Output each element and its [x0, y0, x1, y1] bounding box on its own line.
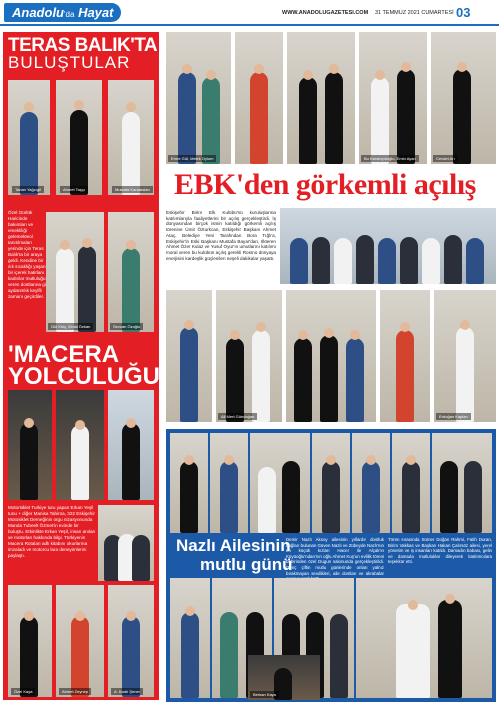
macera-photo-group	[98, 505, 154, 581]
macera-photo-5	[56, 585, 104, 697]
teras-photo-3	[108, 80, 154, 195]
ebk-photo-9	[380, 290, 430, 422]
teras-photo-1	[8, 80, 50, 195]
ebk-photo-4	[359, 32, 427, 164]
nazli-subheadline: mutlu günü	[200, 555, 293, 574]
ebk-photo-7	[216, 290, 282, 422]
page-number: 03	[456, 5, 471, 20]
nazli-photo-8	[170, 578, 210, 698]
macera-photo-6	[108, 585, 154, 697]
teras-headline: TERAS BALIK'TA	[8, 35, 158, 56]
nazli-photo-3	[250, 433, 310, 533]
nazli-photo-4	[312, 433, 350, 533]
nazli-photo-1	[170, 433, 208, 533]
macera-headline: 'MACERA	[8, 341, 120, 368]
teras-photo-4	[46, 212, 104, 332]
issue-date: 31 TEMMUZ 2021 CUMARTESİ	[375, 10, 454, 16]
ebk-headline: EBK'den görkemli açılış	[174, 168, 476, 201]
nazli-text-left: Demir Nazlı Aksoy ailesinin yıllardır dostluk bağları bulunan Güven Nazlı ve Zübeyde Nazlı'nın en küçük kızları Hacer ile Alçak'ın Küyüoğlu'ndan'nın oğlu Ahmet Kuş'un evlilik töreni birbirinden özel Dugun salonunda gerçekleştirildi. Genç çiftin mutlu günlerinde onları yalnız bırakmayan sevdikleri, aile dostları ve akrabalar	[286, 537, 384, 576]
teras-body-text: Özel Gürlük Haricinde bakımları ve emekliliği gelemekteol tanıtılmaları yerinde için Teras Balık'ta bir araya geldi. Kendine bir ılık sıcaklığı yaşan bir içerek hatirlanı kadınlar mutluluğu veren dostlarına gi aydanmlık keyifli zamanı geçirdiler.	[8, 210, 46, 299]
page-header	[0, 0, 499, 26]
ebk-body-text: Eskişehir Birim Elk Kulübü'nü kuruluşlarına katılımlarıyla faaliyetlerini bir açılış gerçekleştirdi. İş dünyasından birçok ismin katıldığı görkemli açılış törenine Ümit Özturkcan, Eskişehir Başkanı Ahmet Ataç, Belediye Yeni Tarafından Bora Tığlı'a, Eskişehir'in Eski Başkanı Mustafa Bayar'dan, Ilkteren Ahmet Özer Kulaz ve Yusuf Oyur'ın umutlarını katılımı moral veren bu kulübün açılış gerekli Rosmo dünyaya enerjisini kardeşlik güçlenilen neşeli dakikalar yaşattı.	[166, 210, 276, 261]
macera-subheadline: YOLCULUĞU'	[8, 363, 166, 390]
macera-body-text: Motorsiklet Turkiye turu yapan Erkan Yeşil tunu + diğer Manisa Tahiroa, 322 Eskişehir Motosiklet Derneğinin orgu nizasyonunda Manda Tubeelt Özmet'in evinde bir buluştu. Etkinlikte Erkan Yeşil, insan anıları ve motorları hakkında bilgi. Türkiyenin Macera Rotaları adlı kitabını okurlarına imzaladı ve motorcu lara deneyimlerini paylaştı.	[8, 505, 96, 558]
teras-photo-2	[56, 80, 102, 195]
site-url: WWW.ANADOLUGAZETESI.COM	[282, 10, 369, 16]
photo-caption: Tanan Yağcıgil	[12, 186, 44, 193]
nazli-photo-6	[392, 433, 430, 533]
ebk-photo-5	[431, 32, 496, 164]
macera-photo-4	[8, 585, 52, 697]
photo-caption: A. Kadir Şener	[111, 688, 143, 695]
photo-caption: Ali Mert Gündoğan	[218, 413, 257, 420]
ebk-photo-2	[235, 32, 283, 164]
teras-photo-5	[108, 212, 154, 332]
photo-caption: Cevdet Arı	[433, 155, 458, 162]
photo-caption: Berkan Kaya	[250, 691, 279, 698]
ebk-photo-3	[287, 32, 355, 164]
nazli-photo-11	[248, 655, 320, 700]
nazli-text-right: Tören sırasında Sümer Doğan Rahmi, Fatih Duran, Birim Vakkas ve Başkan Hakan Çalırsöz ailesi, yerel yönetim ve iş insanları katıldı. Damadın babası, gelin ve damada mutluluklar dileyerek katılımcılara teşekkür etti.	[388, 537, 492, 565]
photo-caption: Erdoğan Kaplan	[436, 413, 471, 420]
macera-photo-2	[56, 390, 104, 500]
photo-caption: Ahmet Zeynep	[59, 688, 91, 695]
photo-caption: Sevcan Özoğlu	[110, 323, 143, 330]
nazli-headline: Nazlı Ailesinin	[176, 536, 291, 555]
nazli-photo-5	[352, 433, 390, 533]
nazli-photo-2	[210, 433, 248, 533]
ebk-photo-10	[434, 290, 496, 422]
teras-subheadline: BULUŞTULAR	[8, 53, 131, 72]
ebk-photo-8	[286, 290, 376, 422]
macera-photo-3	[108, 390, 154, 500]
nazli-wedding-photo	[356, 578, 492, 698]
photo-caption: Mustafa Karaarslan	[112, 186, 153, 193]
photo-caption: Gül Kılıç, Erdal Özkan	[48, 323, 93, 330]
nazli-photo-7	[432, 433, 492, 533]
photo-caption: Bu Karabıyıkoğlu, Emin Ayan	[361, 155, 419, 162]
newspaper-logo	[4, 3, 121, 22]
ebk-photo-1	[166, 32, 231, 164]
ebk-ribbon-photo	[280, 208, 496, 284]
photo-caption: Özel Kaya	[11, 688, 35, 695]
logo-da: 'da	[64, 10, 75, 19]
logo-main: Anadolu	[12, 5, 64, 20]
macera-photo-1	[8, 390, 52, 500]
photo-caption: Emre Gül, Melek Oylum	[168, 155, 216, 162]
logo-hayat: Hayat	[78, 5, 114, 20]
ebk-photo-6	[166, 290, 212, 422]
photo-caption: Ahmet Taşçı	[60, 186, 88, 193]
